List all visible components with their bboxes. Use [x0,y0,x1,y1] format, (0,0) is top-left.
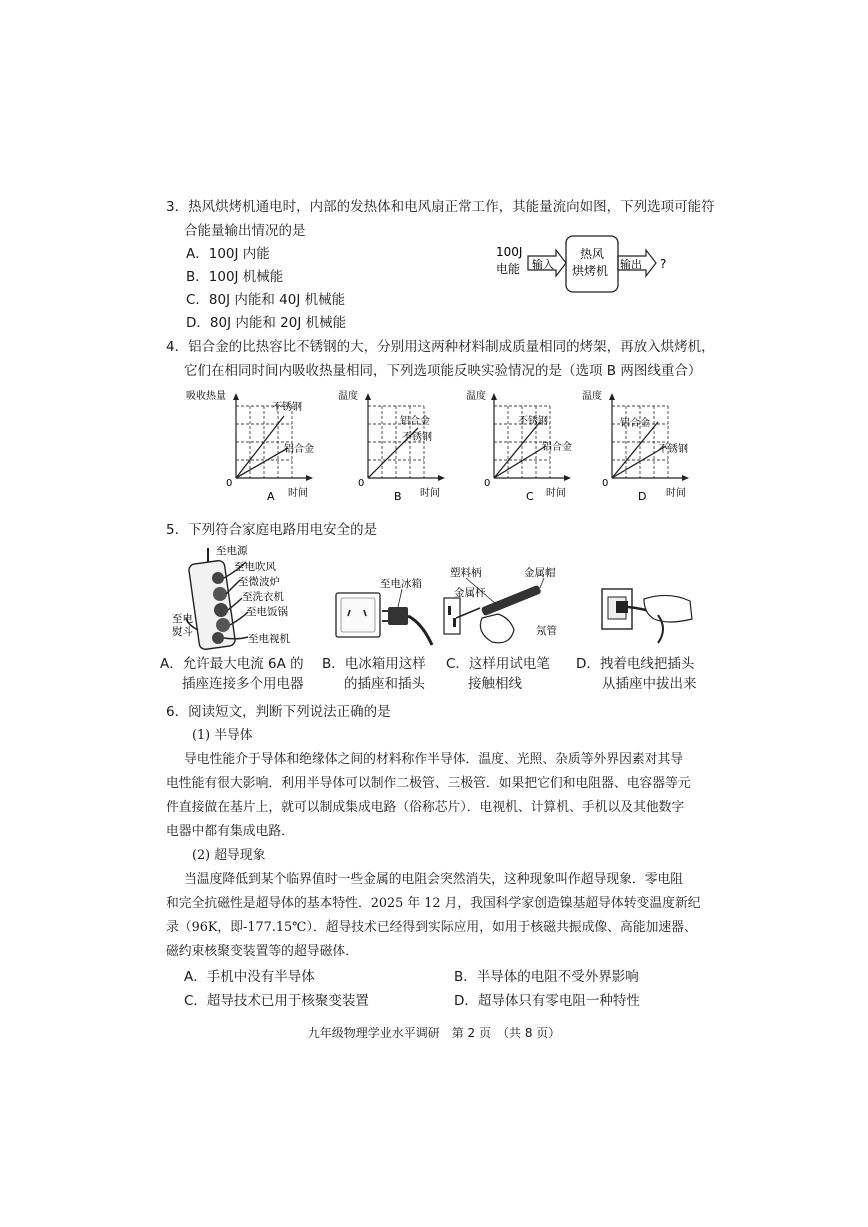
q4c-origin: 0 [484,478,491,489]
q3-unknown-output: ? [660,257,667,271]
q4c-upper-label: 不锈钢 [518,416,548,427]
q3-input-energy-l1: 100J [496,245,523,259]
q5a-label-washer: 至洗衣机 [242,591,284,603]
q4c-ylabel: 温度 [466,391,486,402]
q4-graph-c [446,386,586,506]
q3-option-b: B．100J 机械能 [186,269,284,285]
q4a-origin: 0 [226,478,233,489]
q4-graph-b [318,386,458,506]
q4c-lower-line [494,446,546,478]
q6-section2-line2: 和完全抗磁性是超导体的基本特性．2025 年 12 月，我国科学家创造镍基超导体转变温度新纪 [166,896,701,911]
q4c-upper-line [494,422,540,478]
q5c-cap-label: 金属帽 [524,567,556,579]
q5-fridge-socket-figure [330,575,440,650]
q3-input-energy-l2: 电能 [496,262,521,276]
q6-section2-line4: 磁约束核聚变装置等的超导磁体． [166,944,358,959]
q6-section1-line4: 电器中都有集成电路． [166,824,294,839]
q4d-upper-label: 铝合金 [620,418,650,429]
q4-graph-a [184,386,324,506]
q4b-upper-label: 铝合金 [400,416,430,427]
q5c-handle-label: 塑料柄 [450,567,482,579]
q5-option-d-l1: D．拽着电线把插头 [576,656,695,672]
q5a-label-hairdryer: 至电吹风 [234,561,276,573]
q5-option-c-l2: 接触相线 [468,676,522,692]
q3-input-arrow-label: 输入 [532,258,554,271]
page-footer: 九年级物理学业水平调研 第 2 页 （共 8 页） [307,1026,561,1040]
q4c-xlabel: 时间 [546,488,566,499]
q4b-letter: B [394,490,402,503]
q5a-label-iron-l1: 至电 [172,613,193,625]
q5a-label-microwave: 至微波炉 [238,576,280,588]
q5-stem: 5．下列符合家庭电路用电安全的是 [166,522,378,538]
q4d-letter: D [638,490,647,503]
q6-section1-line3: 件直接做在基片上，就可以制成集成电路（俗称芯片）．电视机、计算机、手机以及其他数字 [166,800,685,815]
q4d-upper-line [612,422,658,478]
q4b-ylabel: 温度 [338,391,358,402]
q3-output-arrow-label: 输出 [620,258,642,271]
q4d-lower-label: 不锈钢 [658,444,688,455]
q5-option-c-l1: C．这样用试电笔 [446,656,550,672]
q6-section2-title: (2) 超导现象 [192,848,266,863]
q6-option-b: B．半导体的电阻不受外界影响 [454,969,639,985]
q5a-label-iron-l2: 熨斗 [172,626,193,638]
q3-option-c: C．80J 内能和 40J 机械能 [186,292,346,308]
q4c-letter: C [526,490,534,503]
q5-option-a-l1: A．允许最大电流 6A 的 [160,656,304,672]
q3-option-a: A．100J 内能 [186,246,270,262]
q5a-label-cooker: 至电饭锅 [246,606,288,618]
q6-option-d: D．超导体只有零电阻一种特性 [454,993,640,1009]
q6-section2-line3: 录（96K，即-177.15℃）．超导技术已经得到实际应用，如用于核磁共振成像、高能加速器、 [166,920,697,935]
q4d-origin: 0 [602,478,609,489]
q5c-rod-label: 金属杆 [454,587,486,599]
q3-energy-flow-diagram [488,228,688,298]
q4a-letter: A [267,490,275,503]
q4a-lower-line [236,448,288,478]
q5-test-pen-figure [440,560,560,650]
q4b-xlabel: 时间 [420,488,440,499]
q5-power-strip-figure [168,540,318,650]
q6-option-c: C．超导技术已用于核聚变装置 [184,993,369,1009]
q4d-xlabel: 时间 [666,488,686,499]
q5-option-b-l1: B．电冰箱用这样 [322,656,426,672]
q6-section2-line1: 当温度降低到某个临界值时一些金属的电阻会突然消失，这种现象叫作超导现象．零电阻 [184,872,684,887]
q3-machine-l1: 热风 [580,247,605,261]
q6-section1-line2: 电性能有很大影响．利用半导体可以制作二极管、三极管．如果把它们和电阻器、电容器等元 [166,776,691,791]
q4c-lower-label: 铝合金 [542,442,572,453]
q6-stem: 6．阅读短文，判断下列说法正确的是 [166,704,391,720]
q5-option-b-l2: 的插座和插头 [344,676,425,692]
q4a-xlabel: 时间 [288,488,308,499]
q4-graph-d [566,386,706,506]
q3-stem-line2: 合能量输出情况的是 [184,223,306,239]
q6-section1-title: (1) 半导体 [192,728,253,743]
q5b-fridge-label: 至电冰箱 [380,578,422,590]
q5a-label-power: 至电源 [216,545,248,557]
q4a-ylabel: 吸收热量 [186,391,226,402]
q5c-tube-label: 氖管 [536,625,557,637]
q4-stem-line1: 4．铝合金的比热容比不锈钢的大，分别用这两种材料制成质量相同的烤架，再放入烘烤机， [166,339,715,355]
q6-section1-line1: 导电性能介于导体和绝缘体之间的材料称作半导体．温度、光照、杂质等外界因素对其导 [184,752,684,767]
q4a-upper-label: 不锈钢 [272,402,302,413]
q3-option-d: D．80J 内能和 20J 机械能 [186,315,347,331]
q4a-lower-label: 铝合金 [284,444,314,455]
q5-option-d-l2: 从插座中拔出来 [602,676,697,692]
q4d-ylabel: 温度 [582,391,602,402]
q4b-lower-label: 不锈钢 [402,432,432,443]
q5-option-a-l2: 插座连接多个用电器 [182,676,304,692]
q4-stem-line2: 它们在相同时间内吸收热量相同，下列选项能反映实验情况的是（选项 B 两图线重合） [184,363,702,379]
q4b-origin: 0 [358,478,365,489]
q6-option-a: A．手机中没有半导体 [184,969,315,985]
q5a-label-tv: 至电视机 [248,633,290,645]
q3-stem-line1: 3．热风烘烤机通电时，内部的发热体和电风扇正常工作，其能量流向如图，下列选项可能符 [166,199,715,215]
q4a-upper-line [236,416,284,478]
q5-pull-wire-figure [598,585,698,647]
q3-machine-l2: 烘烤机 [572,264,609,278]
